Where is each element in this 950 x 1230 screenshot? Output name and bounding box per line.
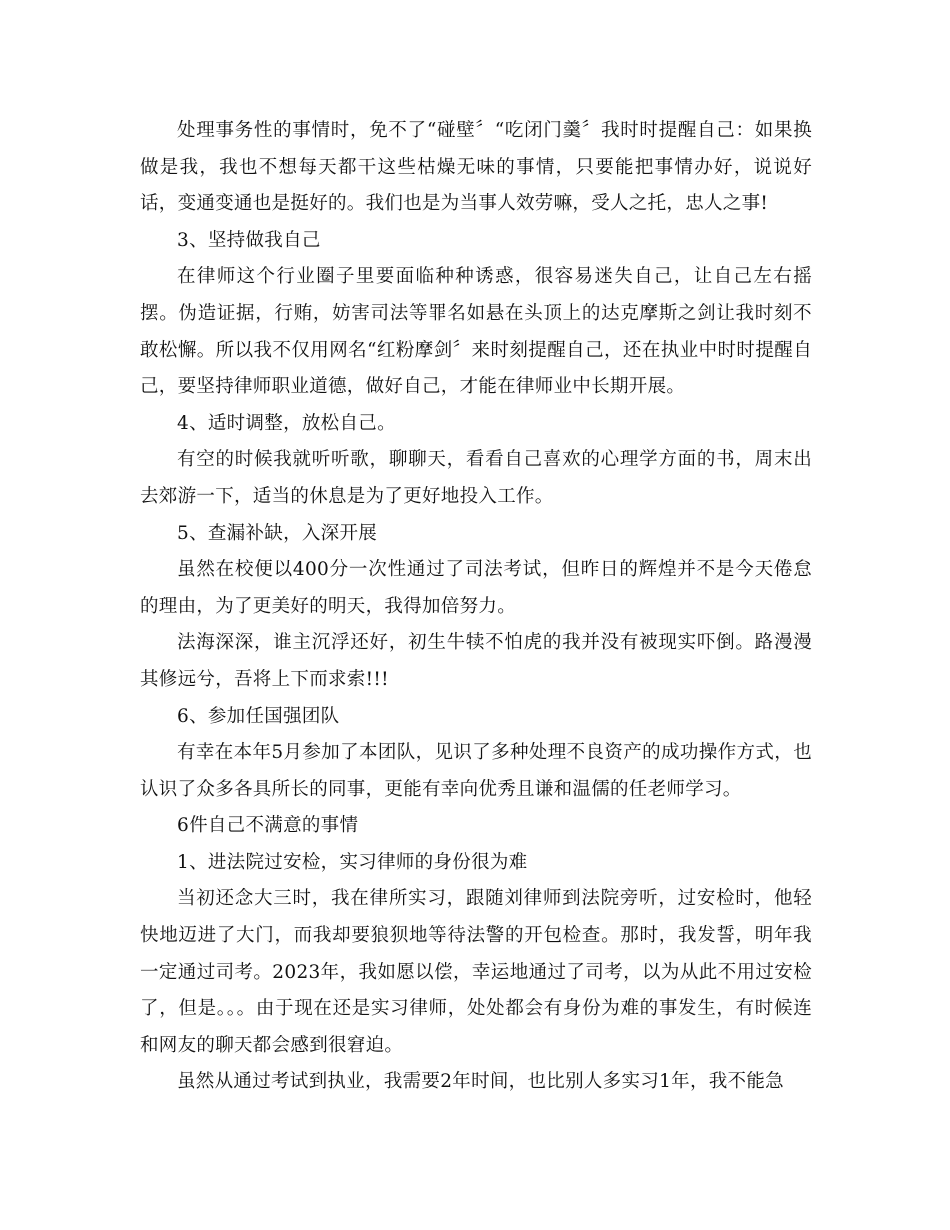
- paragraph-leisure: 有空的时候我就听听歌，聊聊天，看看自己喜欢的心理学方面的书，周末出去郊游一下，适当的休息是为了更好地投入工作。: [140, 449, 812, 507]
- paragraph-security-check: 当初还念大三时，我在律所实习，跟随刘律师到法院旁听，过安检时，他轻快地迈进了大门，而我却要狼狈地等待法警的开包检查。那时，我发誓，明年我一定通过司考。2023年，我如愿以偿，幸运地通过了司考，以为从此不用过安检了，但是。。。由于现在还是实习律师，处处都会有身份为难的事发生，有时候连和网友的聊天都会感到很窘迫。: [140, 888, 812, 1056]
- heading-security-check: 1、进法院过安检，实习律师的身份很为难: [177, 851, 528, 873]
- heading-improve: 5、查漏补缺，入深开展: [177, 522, 378, 544]
- heading-team: 6、参加任国强团队: [177, 705, 340, 727]
- document-body: [140, 113, 812, 1101]
- paragraph-law-sea: 法海深深，谁主沉浮还好，初生牛犊不怕虎的我并没有被现实吓倒。路漫漫其修远兮，吾将上下而求索!!!: [140, 632, 812, 690]
- paragraph-team: 有幸在本年5月参加了本团队，见识了多种处理不良资产的成功操作方式，也认识了众多各具所长的同事，更能有幸向优秀且谦和温儒的任老师学习。: [140, 742, 812, 800]
- heading-stay-myself: 3、坚持做我自己: [177, 229, 321, 251]
- heading-unsatisfied: 6件自己不满意的事情: [177, 815, 359, 837]
- heading-relax: 4、适时调整，放松自己。: [177, 412, 396, 434]
- paragraph-exam: 虽然在校便以400分一次性通过了司法考试，但昨日的辉煌并不是今天倦怠的理由，为了更美好的明天，我得加倍努力。: [140, 559, 812, 617]
- paragraph-practice-time: 虽然从通过考试到执业，我需要2年时间，也比别人多实习1年，我不能急: [177, 1071, 784, 1093]
- paragraph-affairs: 处理事务性的事情时，免不了“碰壁〞“吃闭门羹〞我时时提醒自己：如果换做是我，我也不想每天都干这些枯燥无味的事情，只要能把事情办好，说说好话，变通变通也是挺好的。我们也是为当事人效劳嘛，受人之托，忠人之事!: [140, 120, 812, 215]
- paragraph-temptation: 在律师这个行业圈子里要面临种种诱惑，很容易迷失自己，让自己左右摇摆。伪造证据，行贿，妨害司法等罪名如悬在头顶上的达克摩斯之剑让我时刻不敢松懈。所以我不仅用网名“红粉摩剑〞来时刻提醒自己，还在执业中时时提醒自己，要坚持律师职业道德，做好自己，才能在律师业中长期开展。: [140, 266, 812, 398]
